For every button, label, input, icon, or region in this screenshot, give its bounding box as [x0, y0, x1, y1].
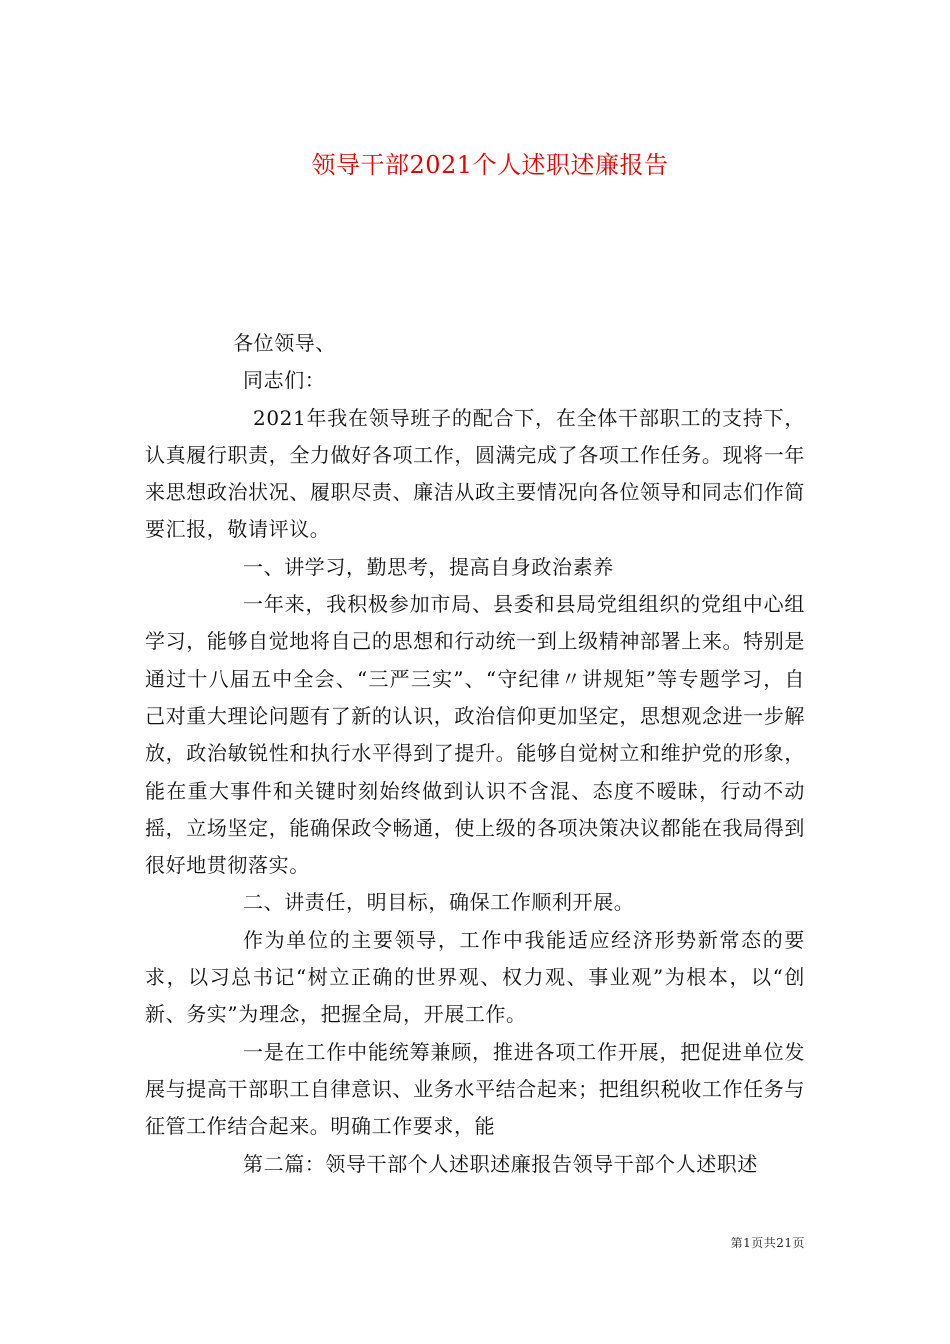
paragraph-coordination: 一是在工作中能统筹兼顾，推进各项工作开展，把促进单位发展与提高干部职工自律意识、业务水平结合起来；把组织税收工作任务与征管工作结合起来。明确工作要求，能 — [145, 1039, 805, 1139]
paragraph-second-article: 第二篇：领导干部个人述职述廉报告领导干部个人述职述 — [243, 1151, 758, 1176]
document-body — [145, 325, 805, 1183]
salutation-line-2: 同志们： — [243, 368, 326, 393]
paragraph-responsibility: 作为单位的主要领导，工作中我能适应经济形势新常态的要求，以习总书记“树立正确的世界观、权力观、事业观”为根本，以“创新、务实”为理念，把握全局，开展工作。 — [145, 927, 805, 1027]
document-title: 领导干部2021个人述职述廉报告 — [311, 151, 669, 180]
section-heading-2: 二、讲责任，明目标，确保工作顺利开展。 — [243, 890, 635, 915]
page-number: 第1页共21页 — [730, 1236, 805, 1250]
paragraph-study: 一年来，我积极参加市局、县委和县局党组组织的党组中心组学习，能够自觉地将自己的思想和行动统一到上级精神部署上来。特别是通过十八届五中全会、“三严三实”、“守纪律〃讲规矩”等专题学习，自己对重大理论问题有了新的认识，政治信仰更加坚定，思想观念进一步解放，政治敏锐性和执行水平得到了提升。能够自觉树立和维护党的形象，能在重大事件和关键时刻始终做到认识不含混、态度不暧昧，行动不动摇，立场坚定，能确保政令畅通，使上级的各项决策决议都能在我局得到很好地贯彻落实。 — [145, 592, 805, 878]
section-heading-1: 一、讲学习，勤思考，提高自身政治素养 — [243, 554, 614, 579]
salutation-line-1: 各位领导、 — [233, 331, 336, 355]
paragraph-intro: 2021年我在领导班子的配合下，在全体干部职工的支持下，认真履行职责，全力做好各项工作，圆满完成了各项工作任务。现将一年来思想政治状况、履职尽责、廉洁从政主要情况向各位领导和同志们作简要汇报，敬请评议。 — [145, 405, 805, 542]
